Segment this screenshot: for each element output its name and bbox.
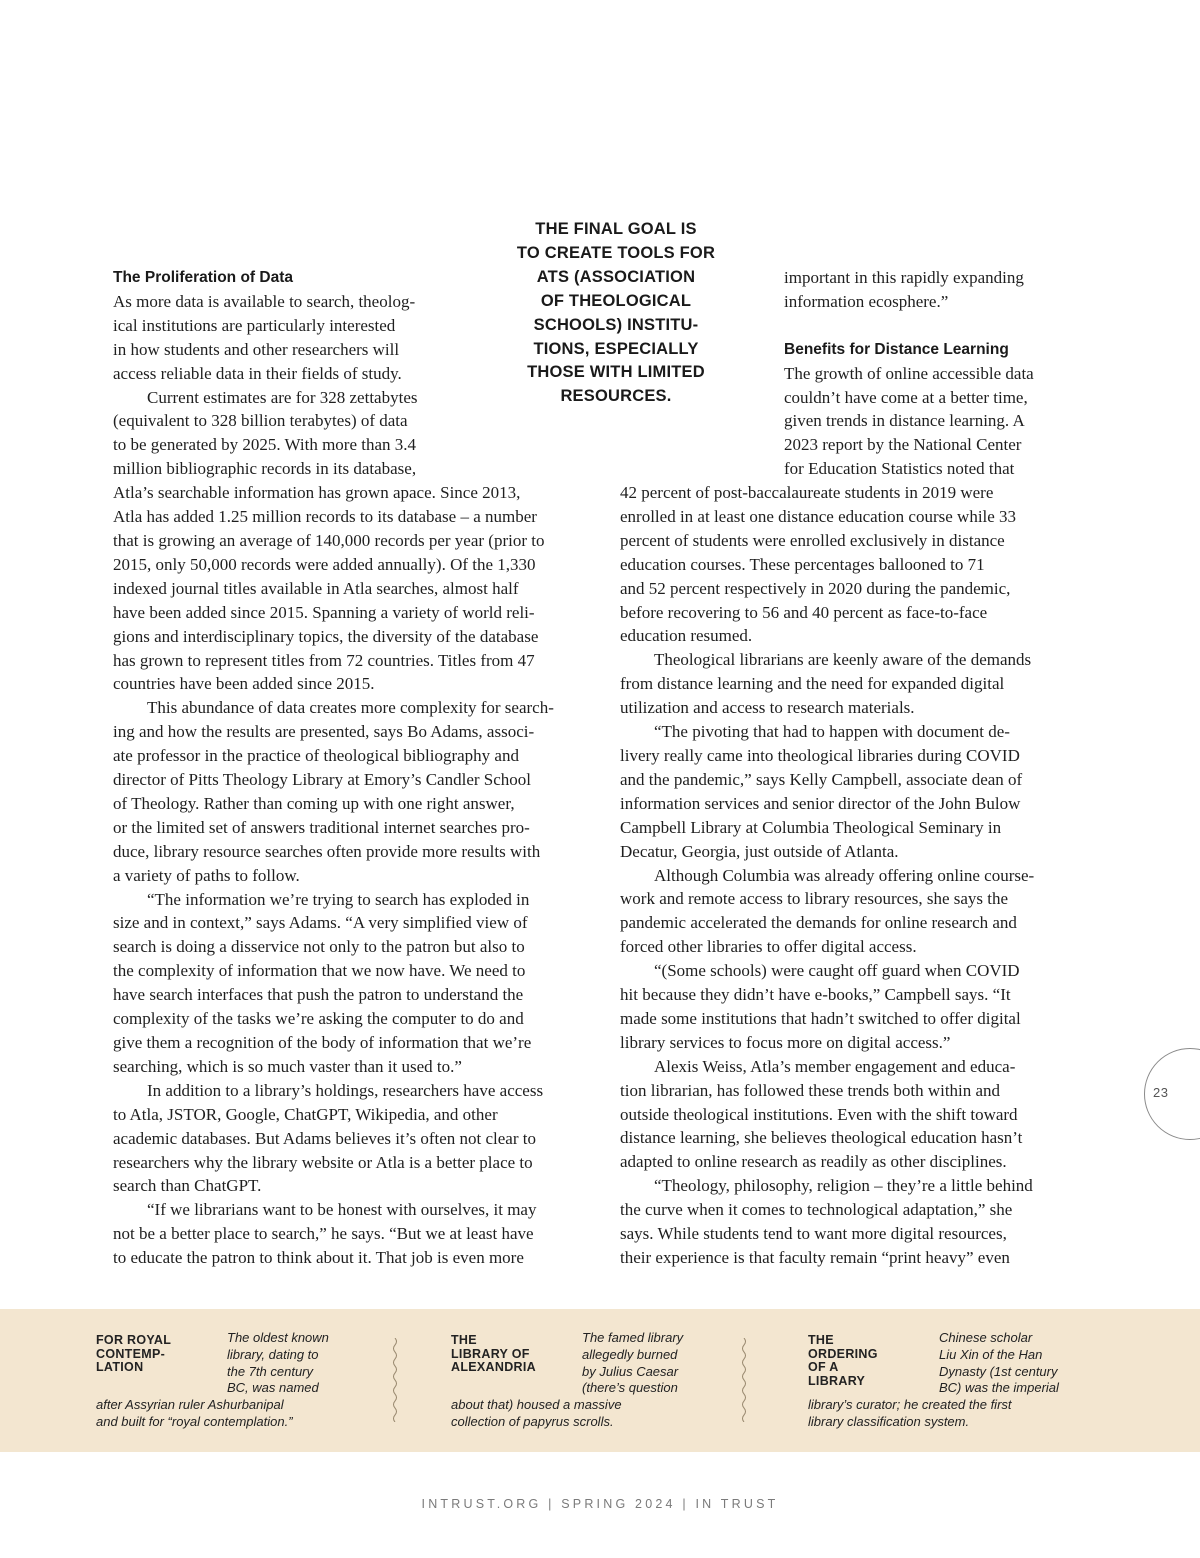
text-line: hit because they didn’t have e-books,” Campbell says. “It [620,985,1011,1005]
text-line: for Education Statistics noted that [784,459,1015,479]
text-line: from distance learning and the need for expanded digital [620,674,1005,694]
text-line: academic databases. But Adams believes it’s often not clear to [113,1128,536,1148]
text-line: “If we librarians want to be honest with ourselves, it may [147,1200,537,1220]
fact-text-line: by Julius Caesar [582,1363,679,1379]
text-line: says. While students tend to want more digital resources, [620,1224,1007,1244]
text-line: Theological librarians are keenly aware of the demands [654,650,1032,670]
fact-royal-contemplation [96,1330,356,1431]
text-line: search is doing a disservice not only to the patron but also to [113,937,525,957]
fact-text-line: Dynasty (1st century [939,1363,1058,1379]
fact-title [451,1334,561,1375]
text-line: complexity of the tasks we’re asking the computer to do and [113,1009,524,1029]
text-line: percent of students were enrolled exclusively in distance [620,530,1005,550]
fact-text [582,1330,711,1397]
paragraph [113,1198,595,1270]
fact-title [808,1334,918,1388]
text-line: (equivalent to 328 billion terabytes) of data [113,411,408,431]
paragraph [620,1055,1080,1175]
text-line: Atla’s searchable information has grown apace. Since 2013, [113,483,521,503]
pull-quote-line: TIONS, ESPECIALLY [533,339,699,358]
text-line: enrolled in at least one distance education course while 33 [620,506,1017,526]
text-line: director of Pitts Theology Library at Emory’s Candler School [113,770,531,790]
text-line: have search interfaces that push the patron to understand the [113,985,524,1005]
paragraph [620,1174,1080,1270]
text-line: that is growing an average of 140,000 records per year (prior to [113,530,545,550]
text-line: duce, library resource searches often provide more results with [113,841,541,861]
text-line: forced other libraries to offer digital access. [620,937,917,957]
fact-title-line: ALEXANDRIA [451,1360,536,1374]
text-line: 42 percent of post-baccalaureate students in 2019 were [620,483,994,502]
fact-text-line: collection of papyrus scrolls. [451,1413,614,1429]
paragraph [113,386,595,697]
text-line: given trends in distance learning. A [784,411,1025,431]
pull-quote-line: THE FINAL GOAL IS [535,220,697,238]
fact-text [227,1330,356,1397]
fact-text-line: library, dating to [227,1346,319,1362]
text-line: work and remote access to library resources, she says the [620,889,1009,909]
fact-text-line: BC, was named [227,1380,319,1396]
text-line: a variety of paths to follow. [113,865,300,885]
paragraph [113,696,595,887]
text-line: indexed journal titles available in Atla searches, almost half [113,578,519,598]
text-line: 2015, only 50,000 records were added annually). Of the 1,330 [113,554,536,574]
fact-text-line: (there’s question [582,1380,678,1396]
left-column [113,266,595,1270]
text-line: size and in context,” says Adams. “A very simplified view of [113,913,528,933]
fact-text-line: library classification system. [808,1413,970,1429]
fact-text-line: BC) was the imperial [939,1380,1059,1396]
text-line: not be a better place to search,” he says. “But we at least have [113,1224,534,1244]
paragraph [113,888,595,1079]
text-line: access reliable data in their fields of study. [113,363,402,383]
text-line: couldn’t have come at a better time, [784,387,1028,407]
fact-title-line: OF A [808,1360,839,1374]
text-line: search than ChatGPT. [113,1176,262,1196]
text-line: The growth of online accessible data [784,363,1034,383]
fact-text [808,1397,1068,1431]
fact-text [939,1330,1068,1397]
text-line: outside theological institutions. Even with the shift toward [620,1104,1018,1124]
fact-text-line: allegedly burned [582,1346,678,1362]
paragraph [784,266,1084,314]
text-line: adapted to online research as readily as other disciplines. [620,1152,1007,1172]
fact-title-line: ORDERING [808,1346,878,1361]
right-column-top [784,266,1084,481]
text-line: the complexity of information that we now have. We need to [113,961,526,981]
text-line: Alexis Weiss, Atla’s member engagement and educa- [654,1056,1016,1076]
text-line: to educate the patron to think about it. That job is even more [113,1248,524,1268]
fact-library-of-alexandria [451,1330,711,1431]
text-line: “The pivoting that had to happen with document de- [654,722,1010,742]
fact-title-line: LIBRARY [808,1373,866,1388]
fact-text-line: library’s curator; he created the first [808,1397,1012,1413]
pull-quote-line: OF THEOLOGICAL [540,291,692,310]
text-line: or the limited set of answers traditional internet searches pro- [113,817,530,837]
section-heading-proliferation: The Proliferation of Data [113,269,293,286]
fact-text-line: the 7th century [227,1363,313,1379]
text-line: Atla has added 1.25 million records to its database – a number [113,507,537,527]
wavy-divider-icon [740,1338,748,1422]
right-column [620,481,1080,1270]
fact-text [96,1397,356,1431]
fact-title-line: LIBRARY OF [451,1346,530,1361]
text-line: 2023 report by the National Center [784,435,1022,455]
pull-quote-line: THOSE WITH LIMITED [527,363,705,382]
text-line: Although Columbia was already offering online course- [654,865,1035,885]
text-line: distance learning, she believes theological education hasn’t [620,1128,1023,1148]
text-line: ing and how the results are presented, says Bo Adams, associ- [113,722,535,742]
fact-text [451,1397,711,1431]
page-footer: INTRUST.ORG | SPRING 2024 | IN TRUST [421,1497,779,1511]
pull-quote-line: TO CREATE TOOLS FOR [516,243,716,262]
text-line: library services to focus more on digital access.” [620,1032,951,1052]
text-line: in how students and other researchers will [113,339,400,359]
wavy-divider-icon [391,1338,399,1422]
text-line: to be generated by 2025. With more than 3.4 [113,435,417,455]
paragraph [620,959,1080,1055]
text-line: livery really came into theological libraries during COVID [620,745,1020,765]
text-line: million bibliographic records in its database, [113,459,417,479]
pull-quote-line: RESOURCES. [560,387,672,406]
section-heading-distance-learning: Benefits for Distance Learning [784,340,1009,358]
fact-text-line: The oldest known [227,1330,329,1345]
fact-ordering-of-a-library [808,1330,1068,1431]
text-line: “(Some schools) were caught off guard when COVID [654,961,1020,981]
text-line: tion librarian, has followed these trends both within and [620,1080,1001,1100]
text-line: ate professor in the practice of theological bibliography and [113,746,519,766]
paragraph [113,1079,595,1199]
text-line: ical institutions are particularly interested [113,315,396,335]
text-line: information services and senior director of the John Bulow [620,793,1021,813]
fact-title [96,1334,206,1375]
text-line: have been added since 2015. Spanning a variety of world reli- [113,602,535,622]
text-line: before recovering to 56 and 40 percent as face-to-face [620,602,988,622]
fact-title-line: LATION [96,1360,144,1374]
text-line: give them a recognition of the body of information that we’re [113,1033,532,1052]
page-number-badge [1144,1048,1200,1140]
text-line: education courses. These percentages ballooned to 71 [620,554,985,574]
text-line: utilization and access to research materials. [620,698,915,718]
text-line: to Atla, JSTOR, Google, ChatGPT, Wikipedia, and other [113,1104,498,1124]
text-line: This abundance of data creates more complexity for search- [147,698,554,718]
fact-text-line: and built for “royal contemplation.” [96,1413,293,1429]
text-line: Decatur, Georgia, just outside of Atlanta. [620,841,899,861]
text-line: pandemic accelerated the demands for online research and [620,913,1017,933]
paragraph [620,481,1080,648]
text-line: has grown to represent titles from 72 countries. Titles from 47 [113,650,535,670]
text-line: “The information we’re trying to search has exploded in [147,889,530,909]
fact-text-line: Chinese scholar [939,1330,1033,1345]
pull-quote-line: SCHOOLS) INSTITU- [533,315,699,334]
fact-title-line: THE [808,1333,834,1347]
text-line: “Theology, philosophy, religion – they’re a little behind [654,1176,1033,1196]
text-line: Campbell Library at Columbia Theological Seminary in [620,817,1002,837]
fact-title-line: CONTEMP- [96,1346,166,1361]
text-line: searching, which is so much vaster than it used to.” [113,1056,462,1076]
text-line: Current estimates are for 328 zettabytes [147,387,418,407]
text-line: gions and interdisciplinary topics, the diversity of the database [113,626,539,646]
text-line: of Theology. Rather than coming up with one right answer, [113,793,515,813]
paragraph [620,720,1080,863]
text-line: their experience is that faculty remain “print heavy” even [620,1248,1010,1267]
text-line: and 52 percent respectively in 2020 during the pandemic, [620,578,1011,598]
text-line: made some institutions that hadn’t switched to offer digital [620,1008,1021,1028]
paragraph [784,362,1084,482]
paragraph [113,290,595,386]
fact-text-line: after Assyrian ruler Ashurbanipal [96,1397,284,1413]
fact-text-line: about that) housed a massive [451,1397,622,1413]
text-line: and the pandemic,” says Kelly Campbell, associate dean of [620,769,1023,789]
paragraph [620,648,1080,720]
text-line: researchers why the library website or Atla is a better place to [113,1152,533,1172]
text-line: As more data is available to search, theolog- [113,291,416,311]
text-line: education resumed. [620,626,753,646]
fact-title-line: THE [451,1333,477,1347]
text-line: In addition to a library’s holdings, researchers have access [147,1080,544,1100]
fact-text-line: Liu Xin of the Han [939,1346,1043,1362]
text-line: countries have been added since 2015. [113,674,375,694]
text-line: important in this rapidly expanding [784,268,1024,287]
fact-title-line: FOR ROYAL [96,1333,172,1347]
text-line: information ecosphere.” [784,291,949,311]
fact-text-line: The famed library [582,1330,684,1345]
paragraph [620,864,1080,960]
page-number: 23 [1153,1085,1169,1100]
pull-quote-line: ATS (ASSOCIATION [536,267,696,286]
text-line: the curve when it comes to technological adaptation,” she [620,1200,1013,1220]
